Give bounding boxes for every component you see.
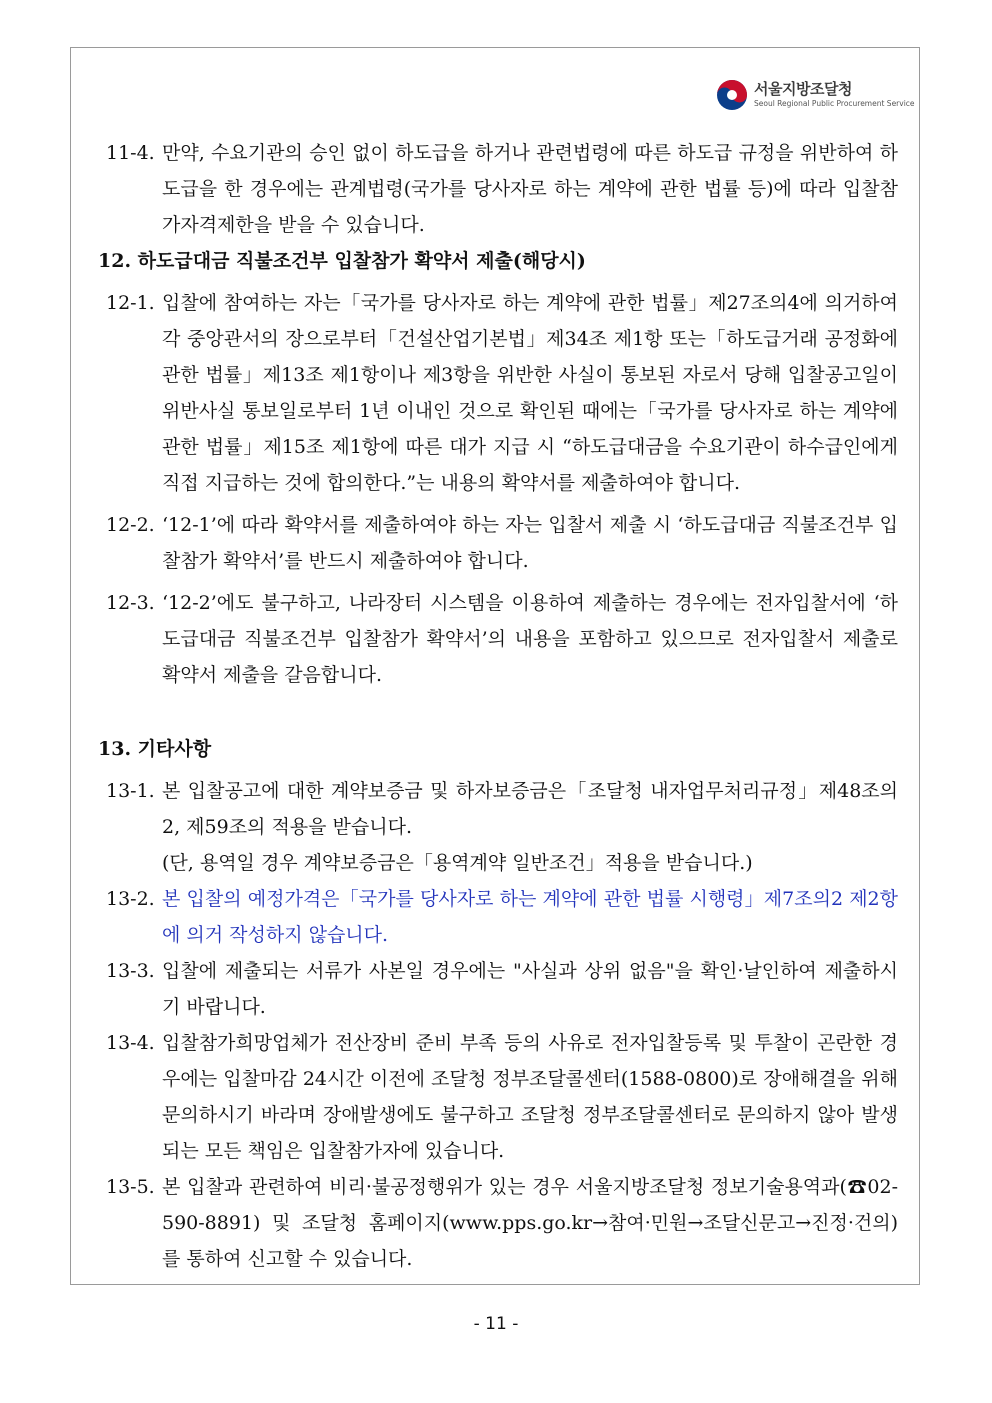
- clause-13-3: [98, 953, 898, 1025]
- clause-number: 12-2.: [106, 514, 155, 536]
- clause-text: 본 입찰의 예정가격은「국가를 당사자로 하는 계약에 관한 법률 시행령」제7조의2 제2항에 의거 작성하지 않습니다.: [162, 888, 898, 946]
- section-13-title: 13. 기타사항: [98, 738, 212, 760]
- clause-number: 11-4.: [106, 142, 155, 164]
- clause-text: 입찰에 제출되는 서류가 사본일 경우에는 "사실과 상위 없음"을 확인·날인하여 제출하시기 바랍니다.: [162, 960, 898, 1018]
- clause-13-5: [98, 1169, 898, 1277]
- clause-note: (단, 용역일 경우 계약보증금은「용역계약 일반조건」적용을 받습니다.): [162, 852, 753, 874]
- clause-text: 만약, 수요기관의 승인 없이 하도급을 하거나 관련법령에 따른 하도급 규정을 위반하여 하도급을 한 경우에는 관계법령(국가를 당사자로 하는 계약에 관한 법률 등)에 따라 입찰참가자격제한을 받을 수 있습니다.: [162, 142, 898, 236]
- clause-12-1: [98, 285, 898, 501]
- clause-12-2: [98, 507, 898, 579]
- clause-number: 13-1.: [106, 780, 155, 802]
- clause-text: 본 입찰공고에 대한 계약보증금 및 하자보증금은「조달청 내자업무처리규정」제48조의2, 제59조의 적용을 받습니다.: [162, 780, 898, 838]
- clause-number: 13-4.: [106, 1032, 155, 1054]
- clause-13-1: [98, 773, 898, 881]
- clause-text: ‘12-2’에도 불구하고, 나라장터 시스템을 이용하여 제출하는 경우에는 전자입찰서에 ‘하도급대금 직불조건부 입찰참가 확약서’의 내용을 포함하고 있으므로 전자입찰서 제출로 확약서 제출을 갈음합니다.: [162, 592, 898, 686]
- clause-13-4: [98, 1025, 898, 1169]
- clause-number: 13-3.: [106, 960, 155, 982]
- taegeuk-icon: [716, 79, 748, 111]
- clause-12-3: [98, 585, 898, 693]
- clause-number: 12-3.: [106, 592, 155, 614]
- clause-number: 13-2.: [106, 888, 155, 910]
- clause-text: 입찰참가희망업체가 전산장비 준비 부족 등의 사유로 전자입찰등록 및 투찰이 곤란한 경우에는 입찰마감 24시간 이전에 조달청 정부조달콜센터(1588-0800)로 장애해결을 위해 문의하시기 바라며 장애발생에도 불구하고 조달청 정부조달콜센터로 문의하지 않아 발생되는 모든 책임은 입찰참가자에 있습니다.: [162, 1032, 898, 1162]
- page-number: - 11 -: [473, 1314, 519, 1334]
- clause-text: 본 입찰과 관련하여 비리·불공정행위가 있는 경우 서울지방조달청 정보기술용역과(☎02-590-8891) 및 조달청 홈페이지(www.pps.go.kr→참여·민원→조달신문고→진정·건의)를 통하여 신고할 수 있습니다.: [162, 1176, 898, 1270]
- document-body: [98, 135, 898, 1277]
- clause-13-2: [98, 881, 898, 953]
- clause-number: 13-5.: [106, 1176, 155, 1198]
- org-subtitle: Seoul Regional Public Procurement Service: [754, 99, 915, 108]
- clause-text: 입찰에 참여하는 자는「국가를 당사자로 하는 계약에 관한 법률」제27조의4에 의거하여 각 중앙관서의 장으로부터「건설산업기본법」제34조 제1항 또는「하도급거래 공정화에 관한 법률」제13조 제1항이나 제3항을 위반한 사실이 통보된 자로서 당해 입찰공고일이 위반사실 통보일로부터 1년 이내인 것으로 확인된 때에는「국가를 당사자로 하는 계약에 관한 법률」제15조 제1항에 따른 대가 지급 시 “하도급대금을 수요기관이 하수급인에게 직접 지급하는 것에 합의한다.”는 내용의 확약서를 제출하여야 합니다.: [162, 292, 898, 494]
- clause-number: 12-1.: [106, 292, 155, 314]
- org-logo: [716, 76, 915, 116]
- clause-11-4: [98, 135, 898, 243]
- section-12-title: 12. 하도급대금 직불조건부 입찰참가 확약서 제출(해당시): [98, 250, 586, 272]
- org-name: 서울지방조달청: [754, 80, 852, 98]
- clause-text: ‘12-1’에 따라 확약서를 제출하여야 하는 자는 입찰서 제출 시 ‘하도급대금 직불조건부 입찰참가 확약서’를 반드시 제출하여야 합니다.: [162, 514, 898, 572]
